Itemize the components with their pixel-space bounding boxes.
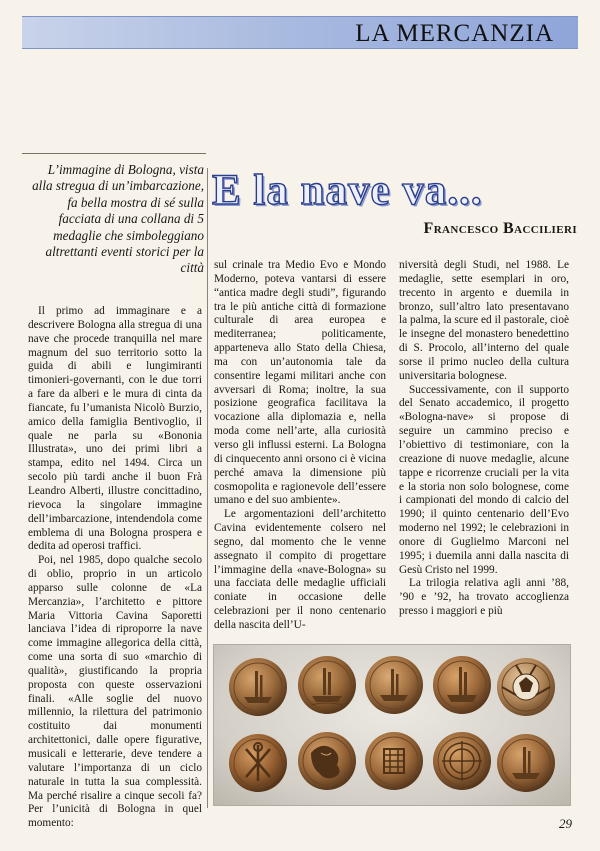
medal-year-2000	[432, 731, 492, 791]
medals-photo	[213, 644, 571, 806]
paragraph: La trilogia relativa agli anni ’88, ’90 e ’92, ha trovato accoglienza presso i maggiori e più	[399, 577, 569, 618]
paragraph: Il primo ad immaginare e a descrivere Bologna alla stregua di una nave che procede tranquilla nel mare magnum del suo territorio sotto la guida di abili e lungimiranti timonieri-governanti, con le due torri a fare da alberi e le mura di cinta da fiancate, fu l’umanista Nicolò Burzio, amico della famiglia Bentivoglio, il quale ne parla su «Bononia Illustrata», uno dei primi libri a stampa, edito nel 1494. Circa un secolo più tardi anche il buon Frà Leandro Alberti, illustre concittadino, rievoca la singolare immagine dell’imbarcazione, intendendola come emblema di una Bologna prospera e dedita ad operosi traffici.	[28, 305, 202, 553]
medal-ship-3	[364, 655, 424, 715]
section-title: LA MERCANZIA	[355, 20, 554, 47]
text-column-1	[28, 305, 202, 831]
paragraph: Successivamente, con il supporto del Senato accademico, il progetto «Bologna-nave» si propose di seguire un cammino preciso e l’obiettivo di testimoniare, con la creazione di nuove medaglie, alcune tappe e ricorrenze cruciali per la vita e la storia non solo bolognese, come i campionati del mondo di calcio del 1990; il quinto centenario dell’Evo moderno nel 1992; le celebrazioni in onore di Guglielmo Marconi nel 1995; i duemila anni dalla nascita di Gesù Cristo nel 1999.	[399, 383, 569, 576]
intro-divider	[22, 153, 206, 154]
medal-ship-5	[496, 733, 556, 793]
paragraph: Le argomentazioni dell’architetto Cavina evidentemente colsero nel segno, dal momento che le venne assegnato il compito di progettare l’immagine della «nave-Bologna» su una facciata delle medaglie ufficiali coniate in occasione delle celebrazioni per il nono centenario della nascita dell’U-	[214, 508, 386, 631]
text-column-3	[399, 259, 569, 619]
medal-palm-axe-crozier	[228, 733, 288, 793]
paragraph: niversità degli Studi, nel 1988. Le medaglie, sette esemplari in oro, trecento in argento e duemila in bronzo, sull’altro lato presentavano la palma, la scure ed il pastorale, cioè le insegne del monastero benedettino di S. Procolo, all’interno del quale sorse il primo nucleo della cultura universitaria bolognese.	[399, 259, 569, 382]
article-author: Francesco Baccilieri	[423, 220, 577, 237]
intro-standfirst: L’immagine di Bologna, vista alla stregua di un’imbarcazione, fa bella mostra di sé sulla facciata di una collana di 5 medaglie che simboleggiano altrettanti eventi storici per la città	[32, 162, 204, 276]
medal-marconi	[364, 731, 424, 791]
column-rule-1	[207, 168, 208, 808]
medal-ship-4	[432, 655, 492, 715]
medal-football	[496, 657, 556, 717]
article-headline: E la nave va...	[212, 167, 483, 214]
section-header-band	[22, 16, 578, 49]
medal-ship-1	[228, 657, 288, 717]
paragraph: Poi, nel 1985, dopo qualche secolo di oblio, proprio in un articolo apparso sulle colonne de «La Mercanzia», l’architetto e pittore Maria Vittoria Cavina Saporetti lanciava l’idea di riproporre la nave come immagine allegorica della città, come una sorta di suo «marchio di qualità», giustificando la propria proposta con queste osservazioni finali. «Alle soglie del nuovo millennio, la rilettura del patrimonio costituito dai monumenti architettonici, dalle opere figurative, musicali e letterarie, deve tendere a valutare l’importanza di un ciclo naturale in tutta la sua complessità. Ma perché risalire a cinque secoli fa? Per l’unicità di Bologna in quel momento:	[28, 554, 202, 830]
text-column-2	[214, 259, 386, 633]
paragraph: sul crinale tra Medio Evo e Mondo Moderno, poteva vantarsi di essere “antica madre degli studi”, figurando tra le più antiche città di formazione culturale di area europea e mediterranea; politicamente, apparteneva allo Stato della Chiesa, ma con un’autonomia tale da consentire legami militari anche con avversari di Roma; inoltre, la sua posizione geografica facilitava la vocazione alla diplomazia e, nella moda come nell’arte, alla curiosità verso gli influssi esterni. La Bologna di cinquecento anni orsono ci è vicina perché amava la dimensione più cosmopolita e ragionevole dell’essere umano e del suo ambiente».	[214, 259, 386, 507]
page-number: 29	[559, 816, 572, 831]
medal-ship-2	[297, 655, 357, 715]
medal-map	[297, 731, 357, 791]
